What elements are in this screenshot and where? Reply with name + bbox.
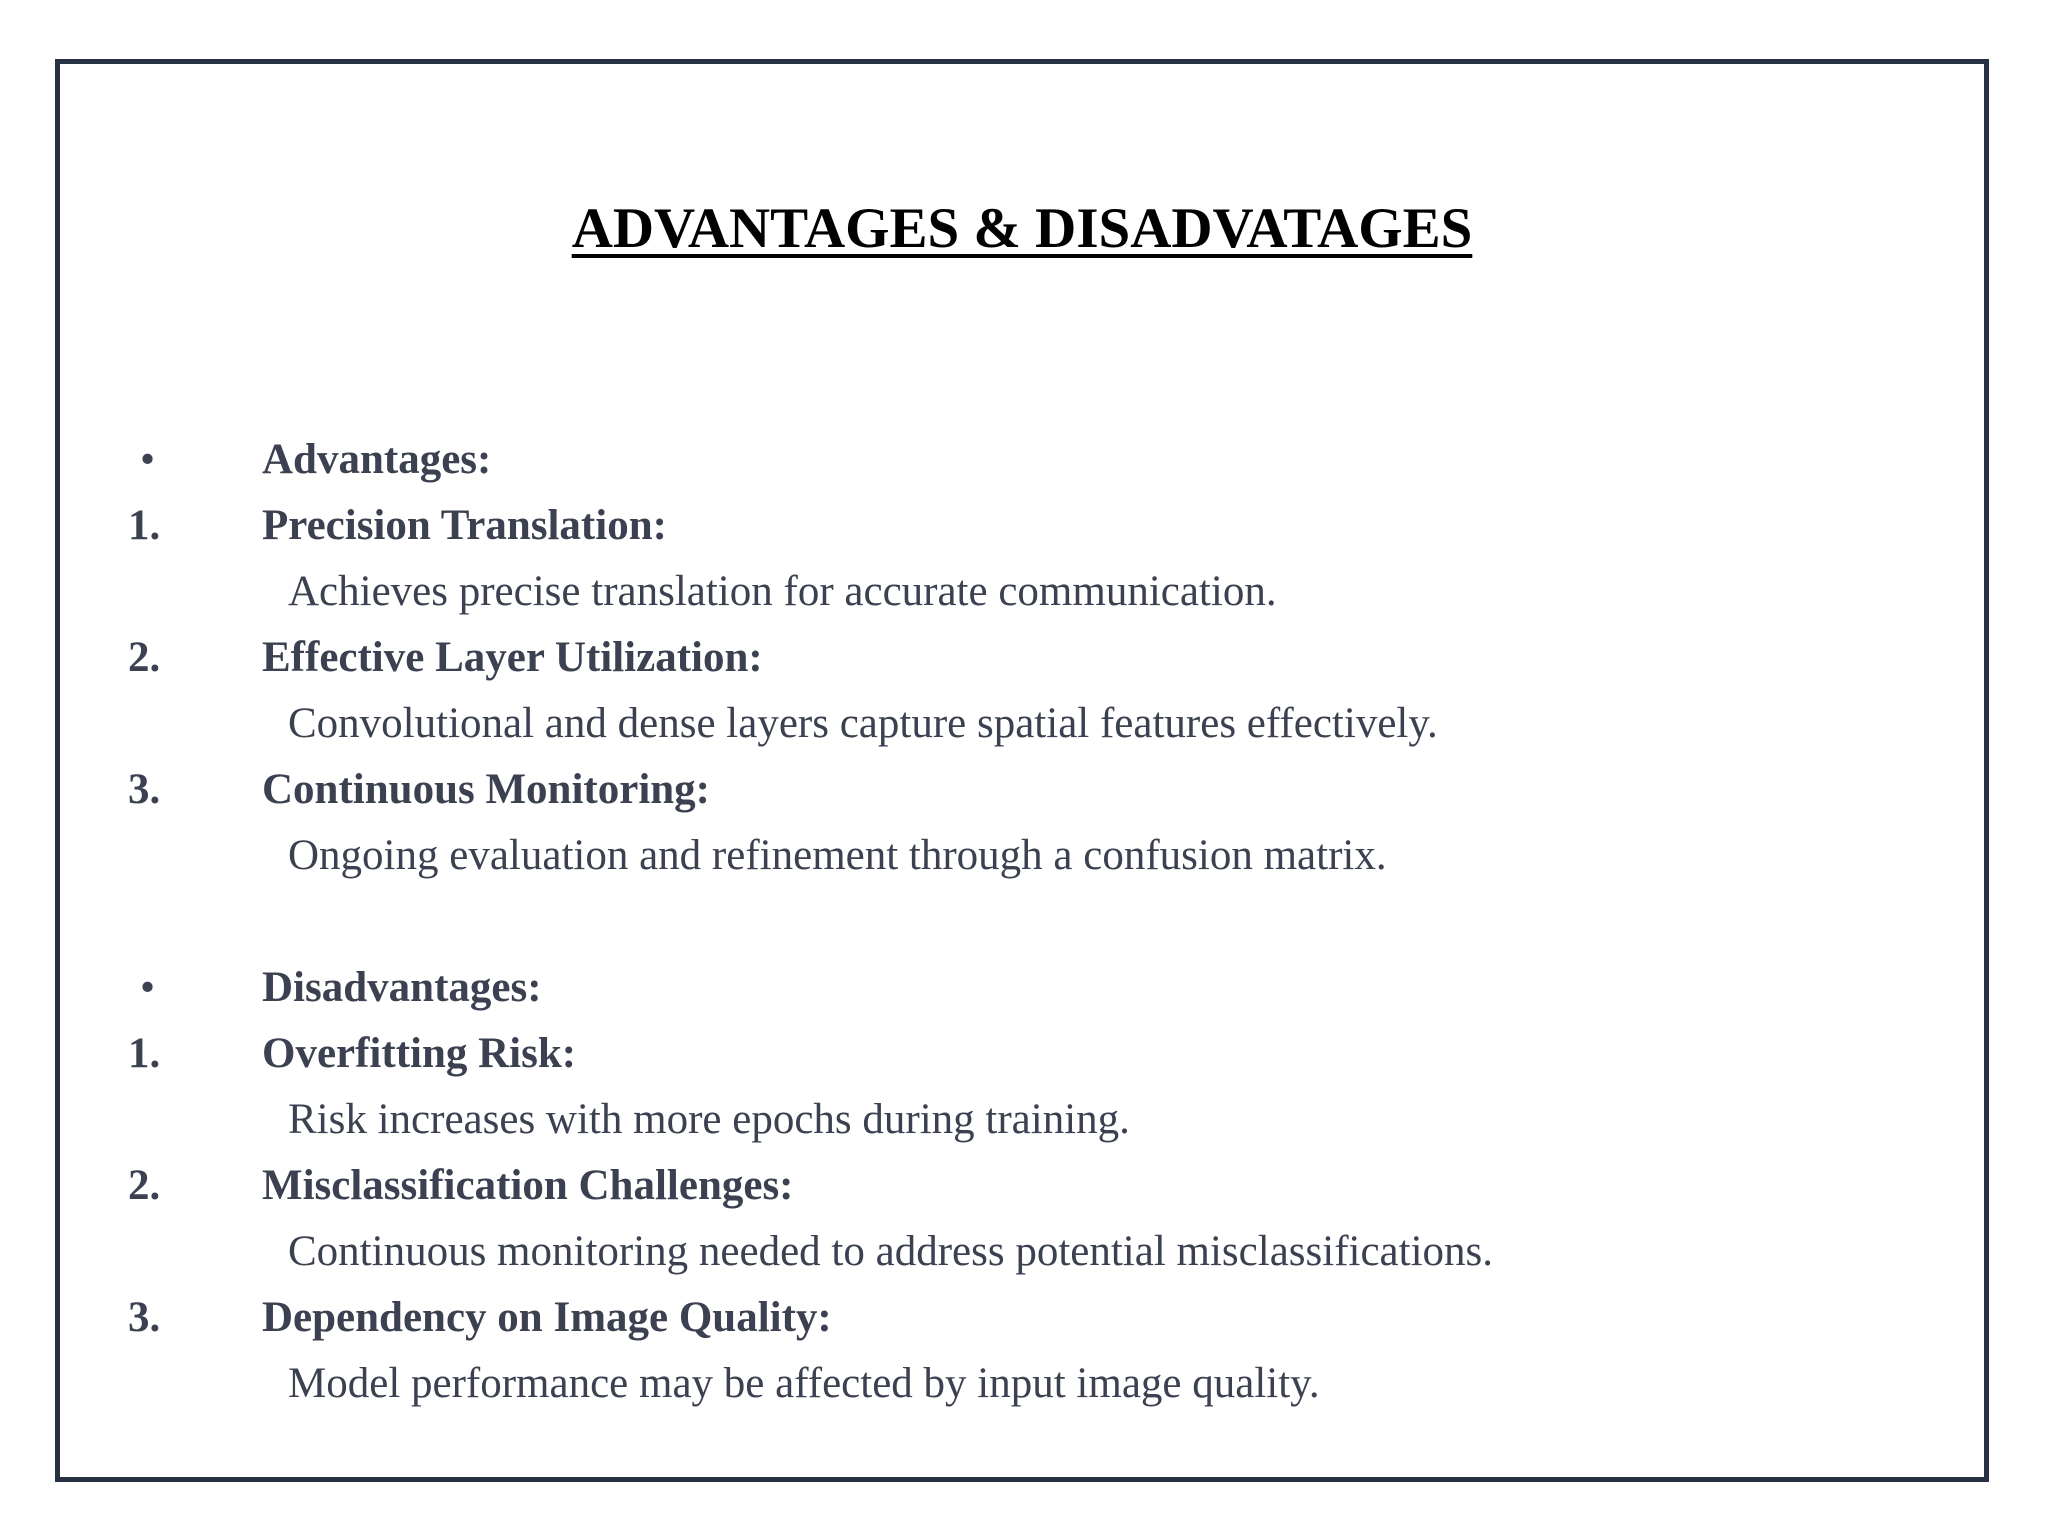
advantage-item-description: [128, 823, 1928, 889]
slide-frame: [55, 59, 1989, 1482]
advantage-item-description: [128, 691, 1928, 757]
advantage-item-heading: [128, 493, 1928, 559]
item-heading: Precision Translation:: [262, 502, 667, 549]
item-number: 1.: [128, 1030, 161, 1077]
item-number: 3.: [128, 1294, 161, 1341]
item-heading: Effective Layer Utilization:: [262, 634, 763, 681]
item-number: 2.: [128, 1162, 161, 1209]
item-number: 3.: [128, 766, 161, 813]
advantage-item-heading: [128, 757, 1928, 823]
disadvantage-item-description: [128, 1351, 1928, 1417]
slide-content: [128, 427, 1928, 1417]
item-number: 1.: [128, 502, 161, 549]
slide-title-text: ADVANTAGES & DISADVATAGES: [571, 197, 1473, 260]
advantage-item-heading: [128, 625, 1928, 691]
item-description: Ongoing evaluation and refinement through a confusion matrix.: [288, 832, 1387, 879]
item-description: Continuous monitoring needed to address potential misclassifications.: [288, 1228, 1494, 1275]
disadvantage-item-heading: [128, 1153, 1928, 1219]
item-heading: Continuous Monitoring:: [262, 766, 710, 813]
item-description: Model performance may be affected by input image quality.: [288, 1360, 1320, 1407]
slide-title: [60, 195, 1984, 263]
bullet-icon: •: [140, 436, 156, 483]
item-heading: Overfitting Risk:: [262, 1030, 577, 1077]
disadvantage-item-description: [128, 1087, 1928, 1153]
advantages-header: [128, 427, 1928, 493]
disadvantage-item-heading: [128, 1285, 1928, 1351]
disadvantages-header: [128, 955, 1928, 1021]
advantages-label: Advantages:: [262, 436, 492, 483]
item-heading: Dependency on Image Quality:: [262, 1294, 832, 1341]
advantage-item-description: [128, 559, 1928, 625]
item-description: Risk increases with more epochs during training.: [288, 1096, 1130, 1143]
item-number: 2.: [128, 634, 161, 681]
section-spacer: [128, 889, 1928, 955]
disadvantage-item-heading: [128, 1021, 1928, 1087]
item-heading: Misclassification Challenges:: [262, 1162, 794, 1209]
item-description: Achieves precise translation for accurate communication.: [288, 568, 1277, 615]
disadvantages-label: Disadvantages:: [262, 964, 542, 1011]
item-description: Convolutional and dense layers capture spatial features effectively.: [288, 700, 1438, 747]
disadvantage-item-description: [128, 1219, 1928, 1285]
bullet-icon: •: [140, 964, 156, 1011]
